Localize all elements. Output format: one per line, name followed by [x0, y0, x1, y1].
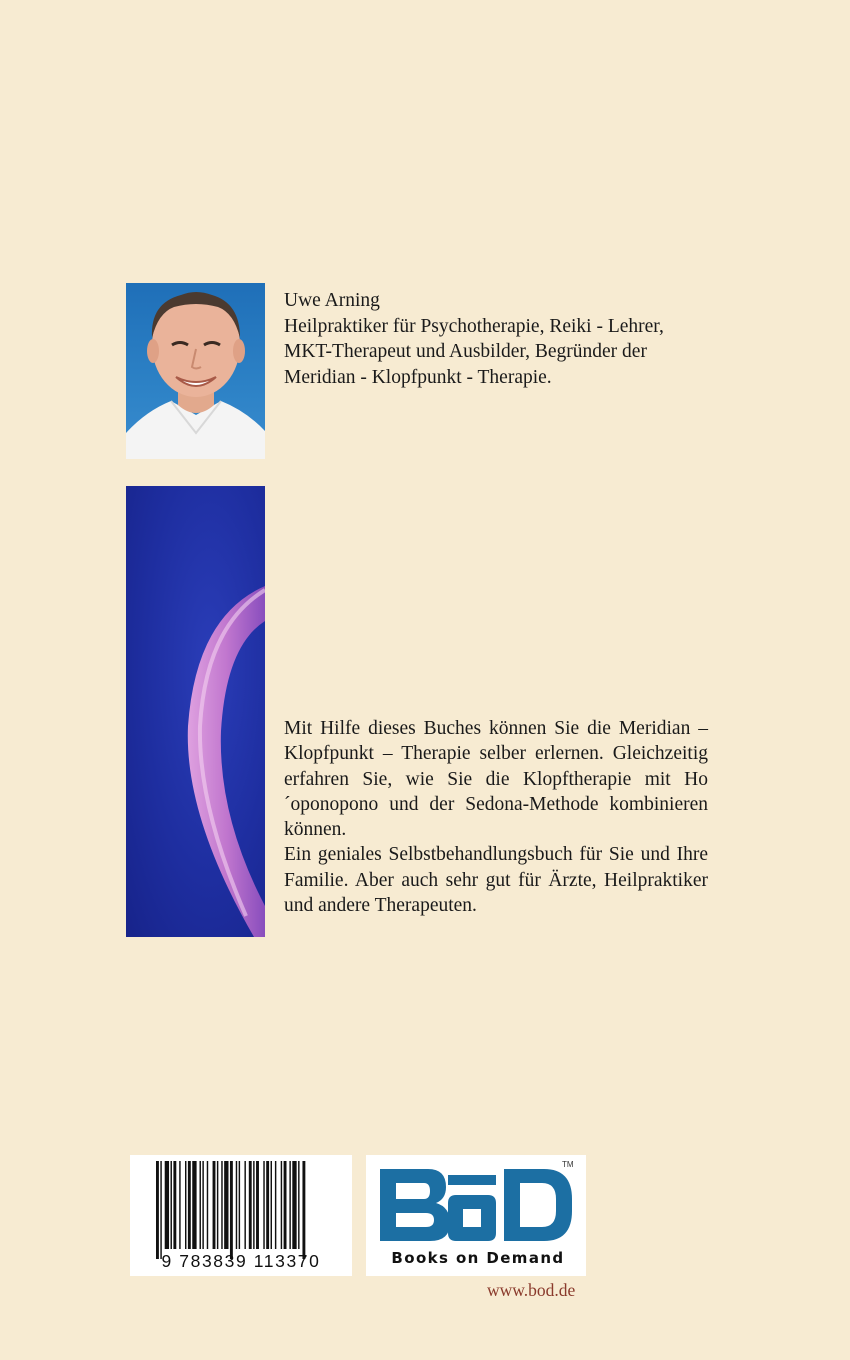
barcode-bar	[192, 1161, 196, 1249]
barcode-bar	[217, 1161, 218, 1249]
author-bio-line-1: Heilpraktiker für Psychotherapie, Reiki - Lehrer,	[284, 315, 664, 337]
barcode-bar	[160, 1161, 161, 1259]
author-name: Uwe Arning	[284, 290, 380, 311]
barcode-bar	[236, 1161, 237, 1249]
barcode-bar	[263, 1161, 264, 1249]
barcode-bar	[256, 1161, 259, 1249]
trademark-symbol: TM	[562, 1160, 574, 1169]
book-description	[284, 716, 708, 918]
barcode-bar	[165, 1161, 169, 1249]
barcode-bar	[179, 1161, 180, 1249]
publisher-tagline: Books on Demand	[391, 1249, 565, 1267]
barcode-bar	[156, 1161, 159, 1259]
author-bio-line-3: Meridian - Klopfpunkt - Therapie.	[284, 366, 552, 388]
description-paragraph-2: Ein geniales Selbstbehandlungsbuch für Sie und Ihre Familie. Aber auch sehr gut für Ärzte, Heilpraktiker und andere Therapeuten.	[284, 844, 708, 917]
barcode-bar	[302, 1161, 305, 1259]
author-info	[284, 288, 724, 390]
barcode-bar	[221, 1161, 222, 1249]
author-portrait-illustration	[126, 283, 265, 459]
barcode-bar	[202, 1161, 203, 1249]
isbn-barcode	[130, 1155, 352, 1276]
barcode-bar	[271, 1161, 272, 1249]
barcode-bar	[289, 1161, 290, 1249]
barcode-bar	[281, 1161, 282, 1249]
barcode-bar	[284, 1161, 287, 1249]
barcode-bar	[213, 1161, 216, 1249]
barcode-bar	[292, 1161, 296, 1249]
barcode-bar	[230, 1161, 233, 1259]
barcode-bar	[239, 1161, 240, 1249]
barcode-bar	[188, 1161, 191, 1249]
barcode-bar	[185, 1161, 186, 1249]
barcode-bar	[224, 1161, 228, 1249]
barcode-bar	[266, 1161, 269, 1249]
barcode-bar	[275, 1161, 276, 1249]
publisher-url: www.bod.de	[487, 1280, 576, 1300]
barcode-bar	[171, 1161, 172, 1249]
barcode-bar	[207, 1161, 208, 1249]
author-bio-line-2: MKT-Therapeut und Ausbilder, Begründer der	[284, 341, 647, 362]
barcode-bar	[249, 1161, 252, 1249]
pink-arc-graphic	[126, 486, 265, 937]
barcode-bar	[244, 1161, 245, 1249]
barcode-bar	[200, 1161, 201, 1249]
isbn-digits: 9 783839 113370	[161, 1251, 321, 1271]
publisher-logo	[366, 1155, 586, 1276]
description-paragraph-1: Mit Hilfe dieses Buches können Sie die Meridian – Klopfpunkt – Therapie selber erlernen. Gleichzeitig erfahren Sie, wie Sie die Klopftherapie mit Ho´oponopono und der Sedona-Methode kombinieren können.	[284, 718, 708, 841]
barcode-bar	[253, 1161, 254, 1249]
author-photo	[126, 283, 265, 459]
barcode-bar	[298, 1161, 299, 1249]
barcode-bar	[173, 1161, 176, 1249]
decorative-cover-strip	[126, 486, 265, 937]
